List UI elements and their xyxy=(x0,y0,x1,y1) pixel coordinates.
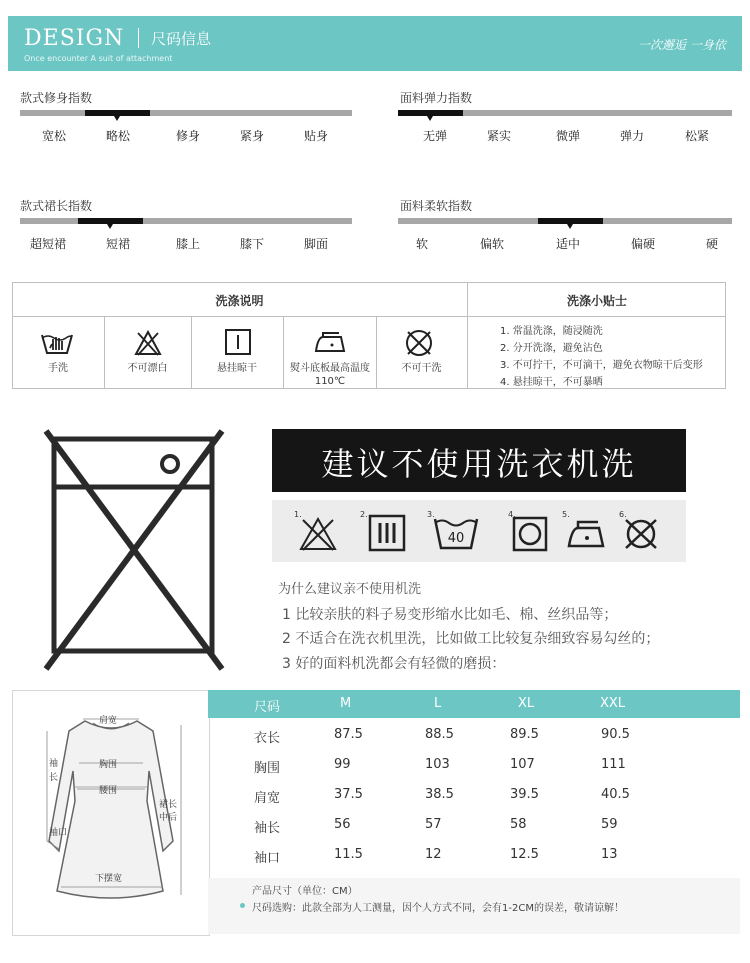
size-cell: 39.5 xyxy=(510,787,539,802)
size-cell: 37.5 xyxy=(334,787,363,802)
index-fit-label: 贴身 xyxy=(303,129,328,143)
size-header-cell: 尺码 xyxy=(254,700,281,715)
size-cell: 111 xyxy=(601,757,626,772)
wash-tip: 1. 常温洗涤，随浸随洗 xyxy=(500,326,603,337)
index-softness-label: 软 xyxy=(415,237,428,251)
size-cell: 56 xyxy=(334,817,351,832)
index-length-label: 超短裙 xyxy=(29,237,66,251)
symbol-number: 1. xyxy=(294,510,302,519)
size-cell: 107 xyxy=(510,757,535,772)
size-cell: 12.5 xyxy=(510,847,539,862)
wash-label: 悬挂晾干 xyxy=(217,363,257,374)
machine-wash-banner-text: 建议不使用洗衣机洗 xyxy=(321,445,637,483)
index-stretch-label: 微弹 xyxy=(555,129,580,143)
symbol-number: 3. xyxy=(427,510,435,519)
index-length-track xyxy=(20,218,352,224)
size-cell: 103 xyxy=(425,757,450,772)
wash-label: 不可干洗 xyxy=(401,363,442,374)
wash-temp-text: 40 xyxy=(447,531,465,546)
drip-dry-icon xyxy=(368,514,406,552)
iron-icon xyxy=(313,330,347,354)
size-cell: 袖口 xyxy=(254,851,281,866)
size-cell: 58 xyxy=(510,817,527,832)
wash-table-divider xyxy=(191,316,192,389)
size-cell: 11.5 xyxy=(334,847,363,862)
size-cell: 衣长 xyxy=(254,731,281,746)
index-fit-label: 修身 xyxy=(175,129,200,143)
diagram-label: 袖口 xyxy=(49,828,68,838)
size-notes xyxy=(208,878,740,934)
machine-wash-banner xyxy=(272,429,686,492)
wash-tips-title: 洗涤小贴士 xyxy=(566,294,627,308)
size-header-cell: XL xyxy=(518,696,535,711)
wash-label: 不可漂白 xyxy=(127,363,168,374)
index-length-label: 膝上 xyxy=(175,237,200,251)
size-table-header xyxy=(208,690,740,718)
header-script-text: 一次邂逅 一身依 xyxy=(638,38,726,52)
wash-table-divider xyxy=(283,316,284,389)
size-remark: 尺码选购：此款全部为人工测量，因个人方式不同，会有1-2CM的误差，敬请谅解！ xyxy=(252,903,624,914)
brand-title: DESIGN xyxy=(24,26,125,51)
care-symbol-row xyxy=(272,500,686,562)
wash-tip: 3. 不可拧干，不可滴干，避免衣物晾干后变形 xyxy=(500,360,703,371)
header-banner xyxy=(8,16,742,71)
wash-label: 手洗 xyxy=(48,363,68,374)
iron-icon xyxy=(566,518,606,550)
diagram-label: 腰围 xyxy=(99,786,118,796)
index-length-label: 脚面 xyxy=(303,237,328,251)
no-dry-clean-icon xyxy=(404,328,434,358)
index-softness-pointer xyxy=(567,224,573,229)
no-washing-machine-icon xyxy=(40,425,232,675)
wash-table-divider xyxy=(12,316,726,317)
size-cell: 57 xyxy=(425,817,442,832)
size-unit-note: 产品尺寸（单位：CM） xyxy=(252,886,358,897)
header-tagline: Once encounter A suit of attachment xyxy=(24,54,173,63)
bullet-dot-icon xyxy=(240,903,245,908)
size-cell: 59 xyxy=(601,817,618,832)
header-divider xyxy=(138,28,139,48)
index-softness-label: 适中 xyxy=(555,237,580,251)
index-softness-title: 面料柔软指数 xyxy=(400,199,473,213)
page-title: 尺码信息 xyxy=(151,30,212,48)
index-fit-label: 略松 xyxy=(105,129,130,143)
index-stretch-title: 面料弹力指数 xyxy=(400,91,473,105)
hang-dry-icon xyxy=(224,328,252,356)
wash-table-divider xyxy=(104,316,105,389)
index-stretch-label: 无弹 xyxy=(422,129,447,143)
size-cell: 袖长 xyxy=(254,821,281,836)
machine-reason: 3 好的面料机洗都会有轻微的磨损： xyxy=(282,656,506,672)
symbol-number: 4. xyxy=(508,510,516,519)
size-cell: 90.5 xyxy=(601,727,630,742)
size-cell: 胸围 xyxy=(254,761,281,776)
index-length-title: 款式裙长指数 xyxy=(20,199,93,213)
index-stretch-label: 松紧 xyxy=(684,129,709,143)
index-length-pointer xyxy=(107,224,113,229)
tumble-dry-icon xyxy=(512,516,548,552)
wash-label: 熨斗底板最高温度110℃ xyxy=(290,363,370,387)
diagram-label: 胸围 xyxy=(99,760,118,770)
size-cell: 89.5 xyxy=(510,727,539,742)
no-dry-clean-icon xyxy=(622,516,660,552)
no-bleach-icon xyxy=(298,516,338,552)
symbol-number: 6. xyxy=(619,510,627,519)
hand-wash-icon xyxy=(39,330,75,358)
size-cell: 38.5 xyxy=(425,787,454,802)
size-cell: 13 xyxy=(601,847,618,862)
size-header-cell: L xyxy=(434,696,442,711)
machine-reason: 2 不适合在洗衣机里洗，比如做工比较复杂细致容易勾丝的； xyxy=(282,631,660,647)
index-softness-label: 硬 xyxy=(705,237,718,251)
index-length-label: 膝下 xyxy=(239,237,264,251)
index-softness-label: 偏软 xyxy=(479,237,504,251)
diagram-label: 下摆宽 xyxy=(95,874,123,884)
index-fit-label: 紧身 xyxy=(239,129,264,143)
index-fit-label: 宽松 xyxy=(41,129,66,143)
diagram-label: 袖长 xyxy=(49,759,59,783)
index-fit-title: 款式修身指数 xyxy=(20,91,93,105)
wash-table-divider xyxy=(376,316,377,389)
index-length-label: 短裙 xyxy=(105,237,130,251)
index-fit-track xyxy=(20,110,352,116)
machine-reason: 1 比较亲肤的料子易变形缩水比如毛、棉、丝织品等； xyxy=(282,607,618,623)
size-cell: 40.5 xyxy=(601,787,630,802)
index-softness-label: 偏硬 xyxy=(630,237,655,251)
wash-40-icon xyxy=(432,514,480,552)
no-bleach-icon xyxy=(134,330,162,356)
wash-tip: 2. 分开洗涤，避免沾色 xyxy=(500,343,603,354)
size-cell: 12 xyxy=(425,847,442,862)
wash-instructions-title: 洗涤说明 xyxy=(215,294,264,308)
wash-tip: 4. 悬挂晾干，不可暴晒 xyxy=(500,377,603,388)
size-header-cell: M xyxy=(340,696,352,711)
index-stretch-pointer xyxy=(427,116,433,121)
size-cell: 肩宽 xyxy=(254,791,281,806)
size-cell: 99 xyxy=(334,757,351,772)
size-cell: 87.5 xyxy=(334,727,363,742)
symbol-number: 5. xyxy=(562,510,570,519)
index-stretch-label: 紧实 xyxy=(486,129,511,143)
size-header-cell: XXL xyxy=(600,696,626,711)
size-cell: 88.5 xyxy=(425,727,454,742)
dress-measurement-diagram xyxy=(12,690,210,936)
index-fit-pointer xyxy=(114,116,120,121)
index-stretch-label: 弹力 xyxy=(619,129,644,143)
symbol-number: 2. xyxy=(360,510,368,519)
machine-why-title: 为什么建议亲不使用机洗 xyxy=(278,582,422,597)
diagram-label: 裙长中后 xyxy=(159,800,178,823)
diagram-label: 肩宽 xyxy=(99,716,118,726)
